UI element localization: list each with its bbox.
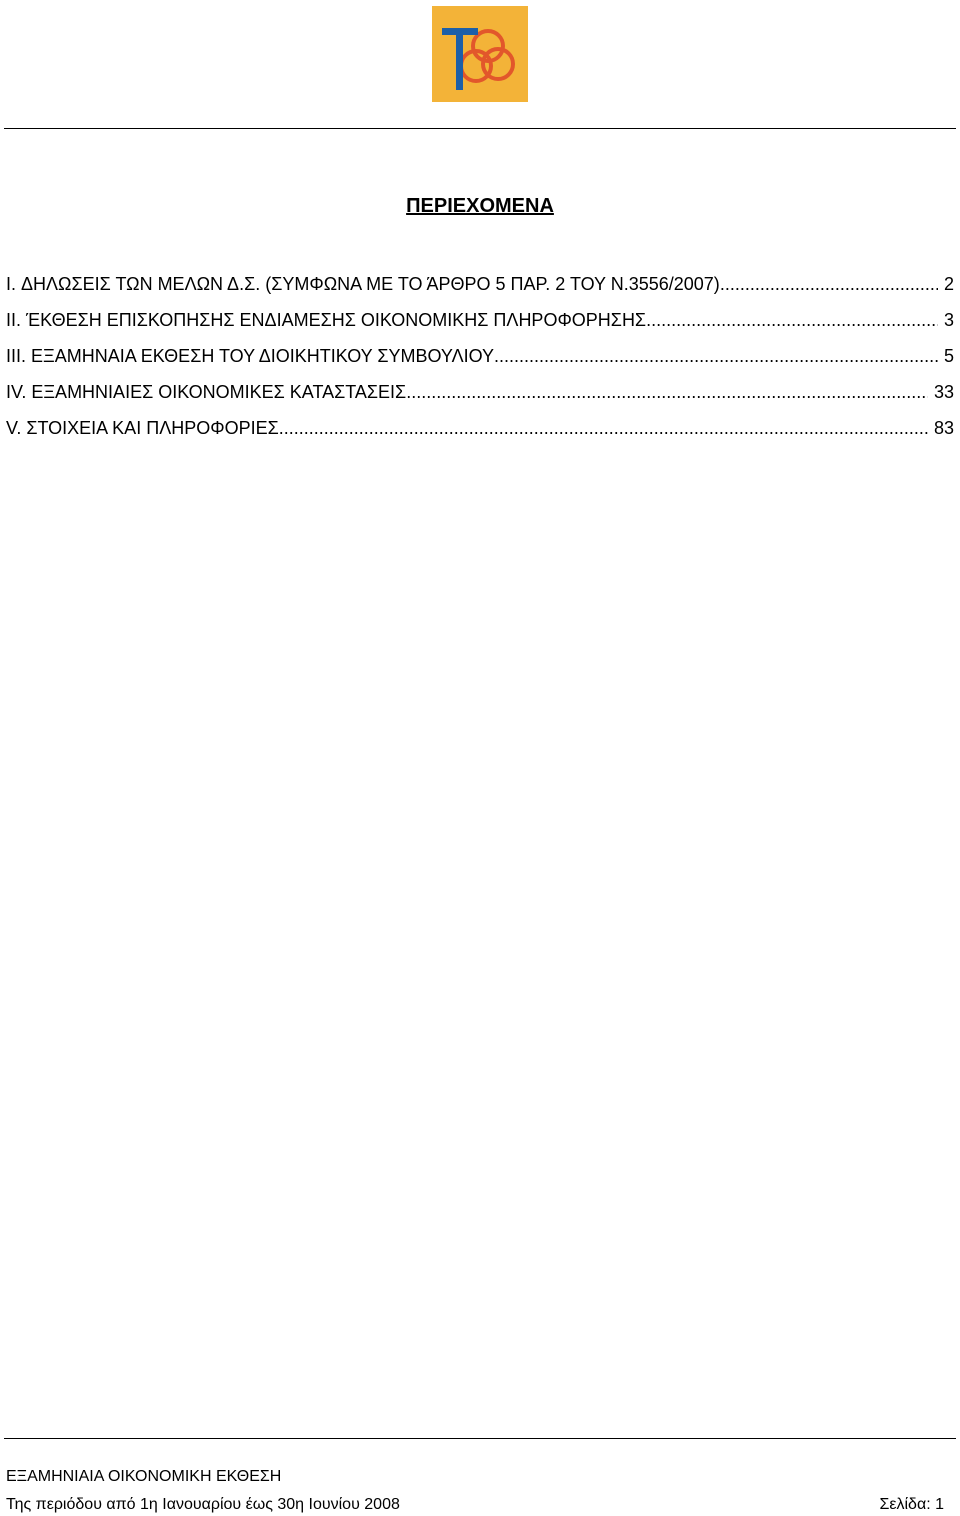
footer-period: Της περιόδου από 1η Ιανουαρίου έως 30η Ιουνίου 2008 — [6, 1496, 400, 1513]
table-of-contents — [6, 266, 954, 446]
toc-dot-leader — [494, 338, 938, 374]
toc-entry-label: IV. ΕΞΑΜΗΝΙΑΙΕΣ ΟΙΚΟΝΟΜΙΚΕΣ ΚΑΤΑΣΤΑΣΕΙΣ — [6, 382, 407, 402]
toc-dot-leader — [646, 302, 938, 338]
footer-divider — [4, 1438, 956, 1439]
company-logo-t-rings-icon — [432, 6, 528, 102]
header-divider — [4, 128, 956, 129]
toc-entry-page: 83 — [933, 418, 954, 438]
toc-entry-label: II. ΈΚΘΕΣΗ ΕΠΙΣΚΟΠΗΣΗΣ ΕΝΔΙΑΜΕΣΗΣ ΟΙΚΟΝΟΜΙΚΗΣ ΠΛΗΡΟΦΟΡΗΣΗΣ — [6, 310, 647, 330]
toc-entry-page: 5 — [943, 346, 954, 366]
toc-entry-2[interactable] — [6, 302, 954, 338]
toc-dot-leader — [406, 374, 928, 410]
footer-page-number: Σελίδα: 1 — [879, 1496, 944, 1513]
toc-title: ΠΕΡΙΕΧΟΜΕΝΑ — [406, 195, 554, 217]
toc-entry-label: I. ΔΗΛΩΣΕΙΣ ΤΩΝ ΜΕΛΩΝ Δ.Σ. (ΣΥΜΦΩΝΑ ΜΕ ΤΟ ΆΡΘΡΟ 5 ΠΑΡ. 2 ΤΟΥ Ν.3556/2007) — [6, 274, 720, 294]
footer-report-title: ΕΞΑΜΗΝΙΑΙΑ ΟΙΚΟΝΟΜΙΚΗ ΕΚΘΕΣΗ — [6, 1468, 282, 1485]
toc-entry-page: 3 — [943, 310, 954, 330]
toc-entry-label: V. ΣΤΟΙΧΕΙΑ ΚΑΙ ΠΛΗΡΟΦΟΡΙΕΣ — [6, 418, 279, 438]
toc-entry-4[interactable] — [6, 374, 954, 410]
toc-entry-5[interactable] — [6, 410, 954, 446]
toc-dot-leader — [720, 266, 938, 302]
toc-entry-page: 2 — [943, 274, 954, 294]
toc-entry-3[interactable] — [6, 338, 954, 374]
toc-entry-1[interactable] — [6, 266, 954, 302]
toc-entry-label: III. ΕΞΑΜΗΝΑΙΑ ΕΚΘΕΣΗ ΤΟΥ ΔΙΟΙΚΗΤΙΚΟΥ ΣΥΜΒΟΥΛΙΟΥ — [6, 346, 495, 366]
toc-dot-leader — [279, 410, 928, 446]
toc-entry-page: 33 — [933, 382, 954, 402]
company-logo — [432, 6, 528, 102]
